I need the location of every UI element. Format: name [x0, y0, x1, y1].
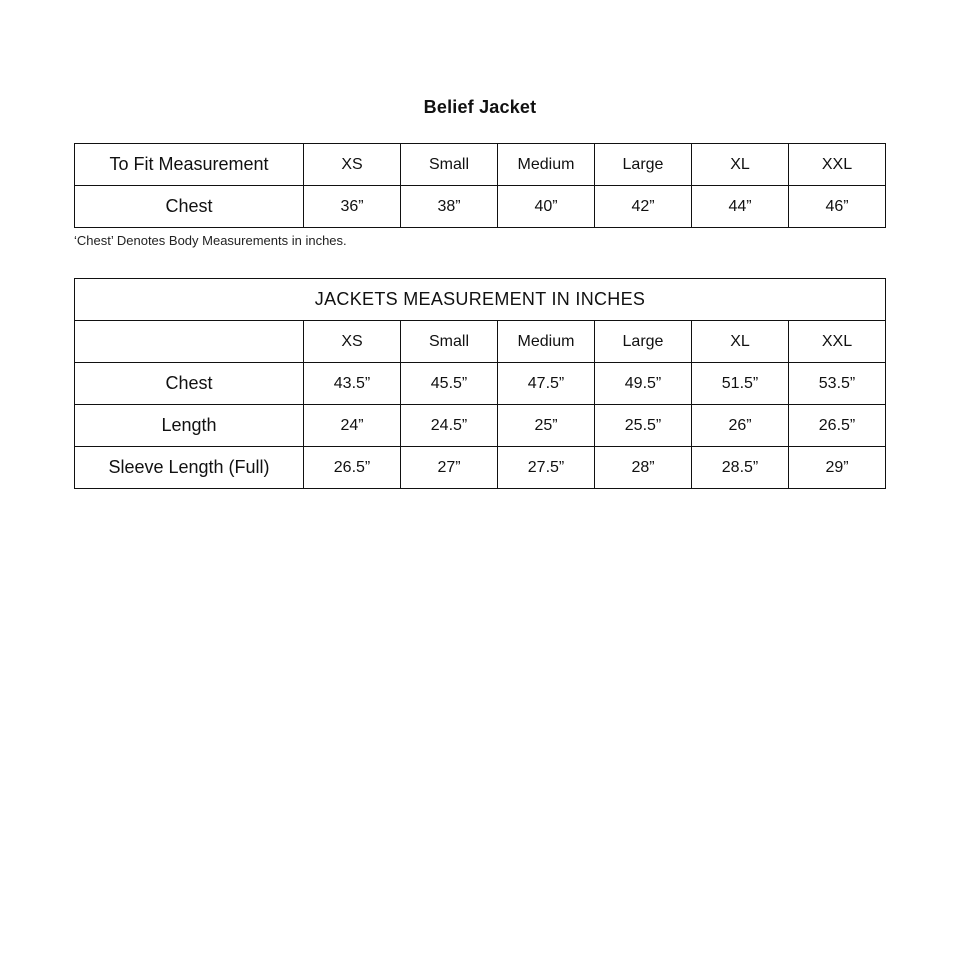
row-label: Length — [75, 405, 304, 447]
table-row — [75, 405, 886, 447]
table-header-row — [75, 321, 886, 363]
table-cell: 45.5” — [401, 363, 498, 405]
table-cell: 26.5” — [789, 405, 886, 447]
table-cell: 28” — [595, 447, 692, 489]
size-medium: Medium — [498, 144, 595, 186]
table-cell: 26.5” — [304, 447, 401, 489]
table-cell: 36” — [304, 186, 401, 228]
table-cell: 27” — [401, 447, 498, 489]
table-cell: 24.5” — [401, 405, 498, 447]
size-medium: Medium — [498, 321, 595, 363]
empty-header-cell — [75, 321, 304, 363]
table-cell: 40” — [498, 186, 595, 228]
row-label: Sleeve Length (Full) — [75, 447, 304, 489]
table-row — [75, 186, 886, 228]
table-cell: 53.5” — [789, 363, 886, 405]
table-cell: 25.5” — [595, 405, 692, 447]
header-label: To Fit Measurement — [75, 144, 304, 186]
table-row — [75, 447, 886, 489]
size-xxl: XXL — [789, 321, 886, 363]
table-cell: 49.5” — [595, 363, 692, 405]
table-header-row — [75, 144, 886, 186]
table-cell: 47.5” — [498, 363, 595, 405]
size-large: Large — [595, 321, 692, 363]
table-cell: 51.5” — [692, 363, 789, 405]
size-xs: XS — [304, 321, 401, 363]
page-title: Belief Jacket — [423, 97, 537, 117]
size-xs: XS — [304, 144, 401, 186]
table-cell: 28.5” — [692, 447, 789, 489]
to-fit-measurement-table — [74, 143, 886, 228]
table-caption-row — [75, 279, 886, 321]
size-small: Small — [401, 321, 498, 363]
row-label: Chest — [75, 363, 304, 405]
size-large: Large — [595, 144, 692, 186]
size-xxl: XXL — [789, 144, 886, 186]
table-cell: 43.5” — [304, 363, 401, 405]
table-cell: 27.5” — [498, 447, 595, 489]
row-label: Chest — [75, 186, 304, 228]
table-cell: 46” — [789, 186, 886, 228]
table-cell: 44” — [692, 186, 789, 228]
size-xl: XL — [692, 144, 789, 186]
table-cell: 29” — [789, 447, 886, 489]
jacket-measurement-table — [74, 278, 886, 489]
table-caption: JACKETS MEASUREMENT IN INCHES — [75, 279, 886, 321]
size-xl: XL — [692, 321, 789, 363]
table-cell: 24” — [304, 405, 401, 447]
table-cell: 42” — [595, 186, 692, 228]
table-cell: 25” — [498, 405, 595, 447]
measurement-note: ‘Chest’ Denotes Body Measurements in inches. — [74, 233, 347, 248]
table-row — [75, 363, 886, 405]
table-cell: 26” — [692, 405, 789, 447]
size-small: Small — [401, 144, 498, 186]
table-cell: 38” — [401, 186, 498, 228]
